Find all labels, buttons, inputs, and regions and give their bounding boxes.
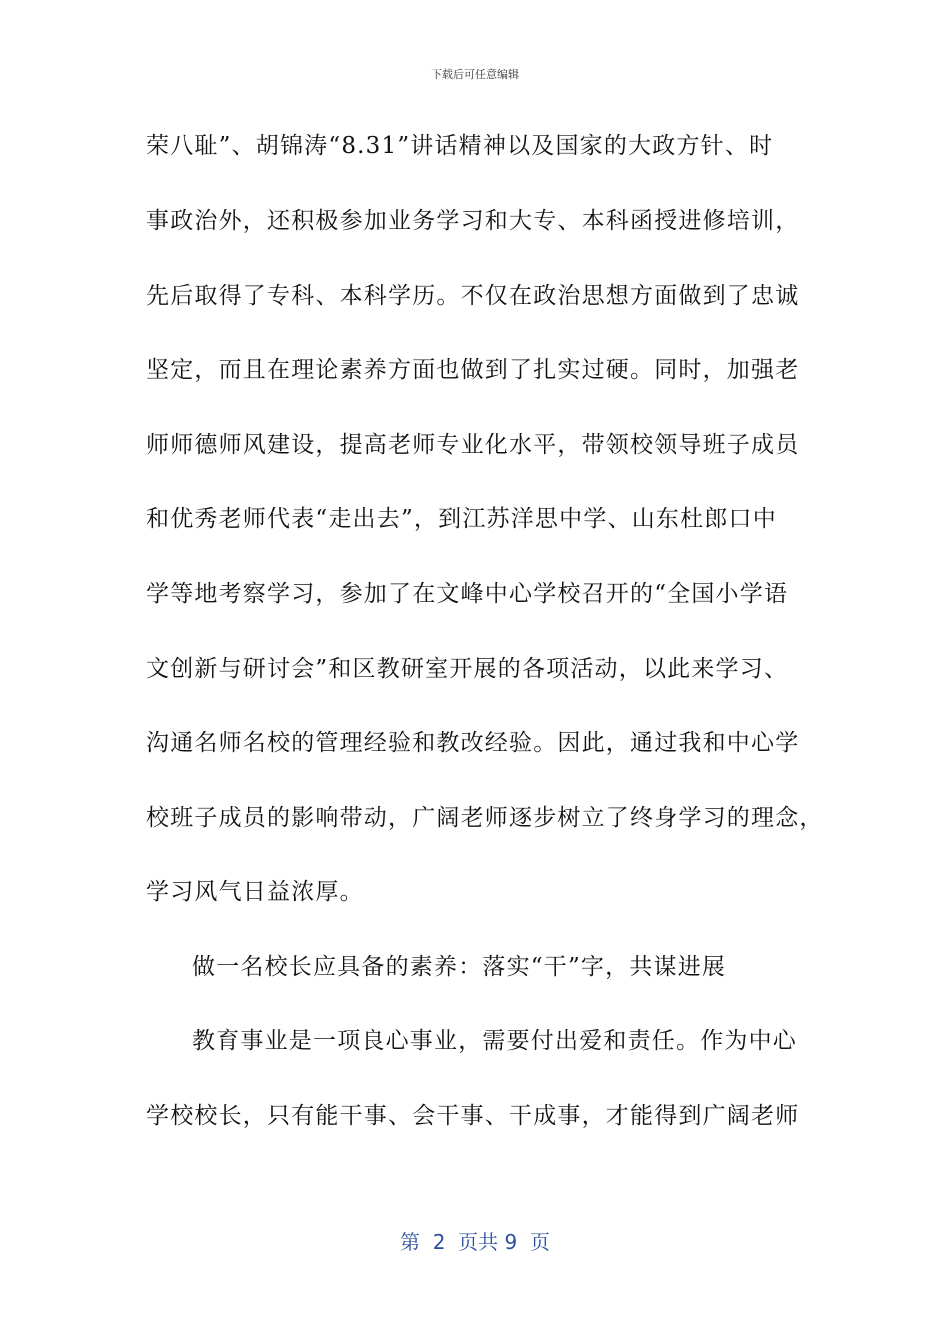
body-line-7: 学等地考察学习，参加了在文峰中心学校召开的“全国小学语 [146,581,789,607]
section-heading: 做一名校长应具备的素养：落实“干”字，共谋进展 [192,954,727,980]
body-line-10: 校班子成员的影响带动，广阔老师逐步树立了终身学习的理念， [146,805,824,831]
page-number-footer: 第 2 页共 9 页 [400,1230,550,1254]
body-line-5: 师师德师风建设，提高老师专业化水平，带领校领导班子成员 [146,432,800,458]
body-line-8: 文创新与研讨会”和区教研室开展的各项活动，以此来学习、 [146,656,789,682]
body-line-11: 学习风气日益浓厚。 [146,879,364,905]
para2-line-1: 教育事业是一项良心事业，需要付出爱和责任。作为中心 [192,1028,797,1054]
body-line-2: 事政治外，还积极参加业务学习和大专、本科函授进修培训， [146,208,800,234]
body-line-1: 荣八耻”、胡锦涛“8.31”讲话精神以及国家的大政方针、时 [146,133,774,159]
page-header: 下载后可任意编辑 [431,68,519,81]
body-line-9: 沟通名师名校的管理经验和教改经验。因此，通过我和中心学 [146,730,800,756]
body-line-4: 坚定，而且在理论素养方面也做到了扎实过硬。同时，加强老 [146,357,800,383]
body-line-3: 先后取得了专科、本科学历。不仅在政治思想方面做到了忠诚 [146,283,800,309]
para2-line-2: 学校校长，只有能干事、会干事、干成事，才能得到广阔老师 [146,1103,800,1129]
body-line-6: 和优秀老师代表“走出去”，到江苏洋思中学、山东杜郎口中 [146,506,777,532]
